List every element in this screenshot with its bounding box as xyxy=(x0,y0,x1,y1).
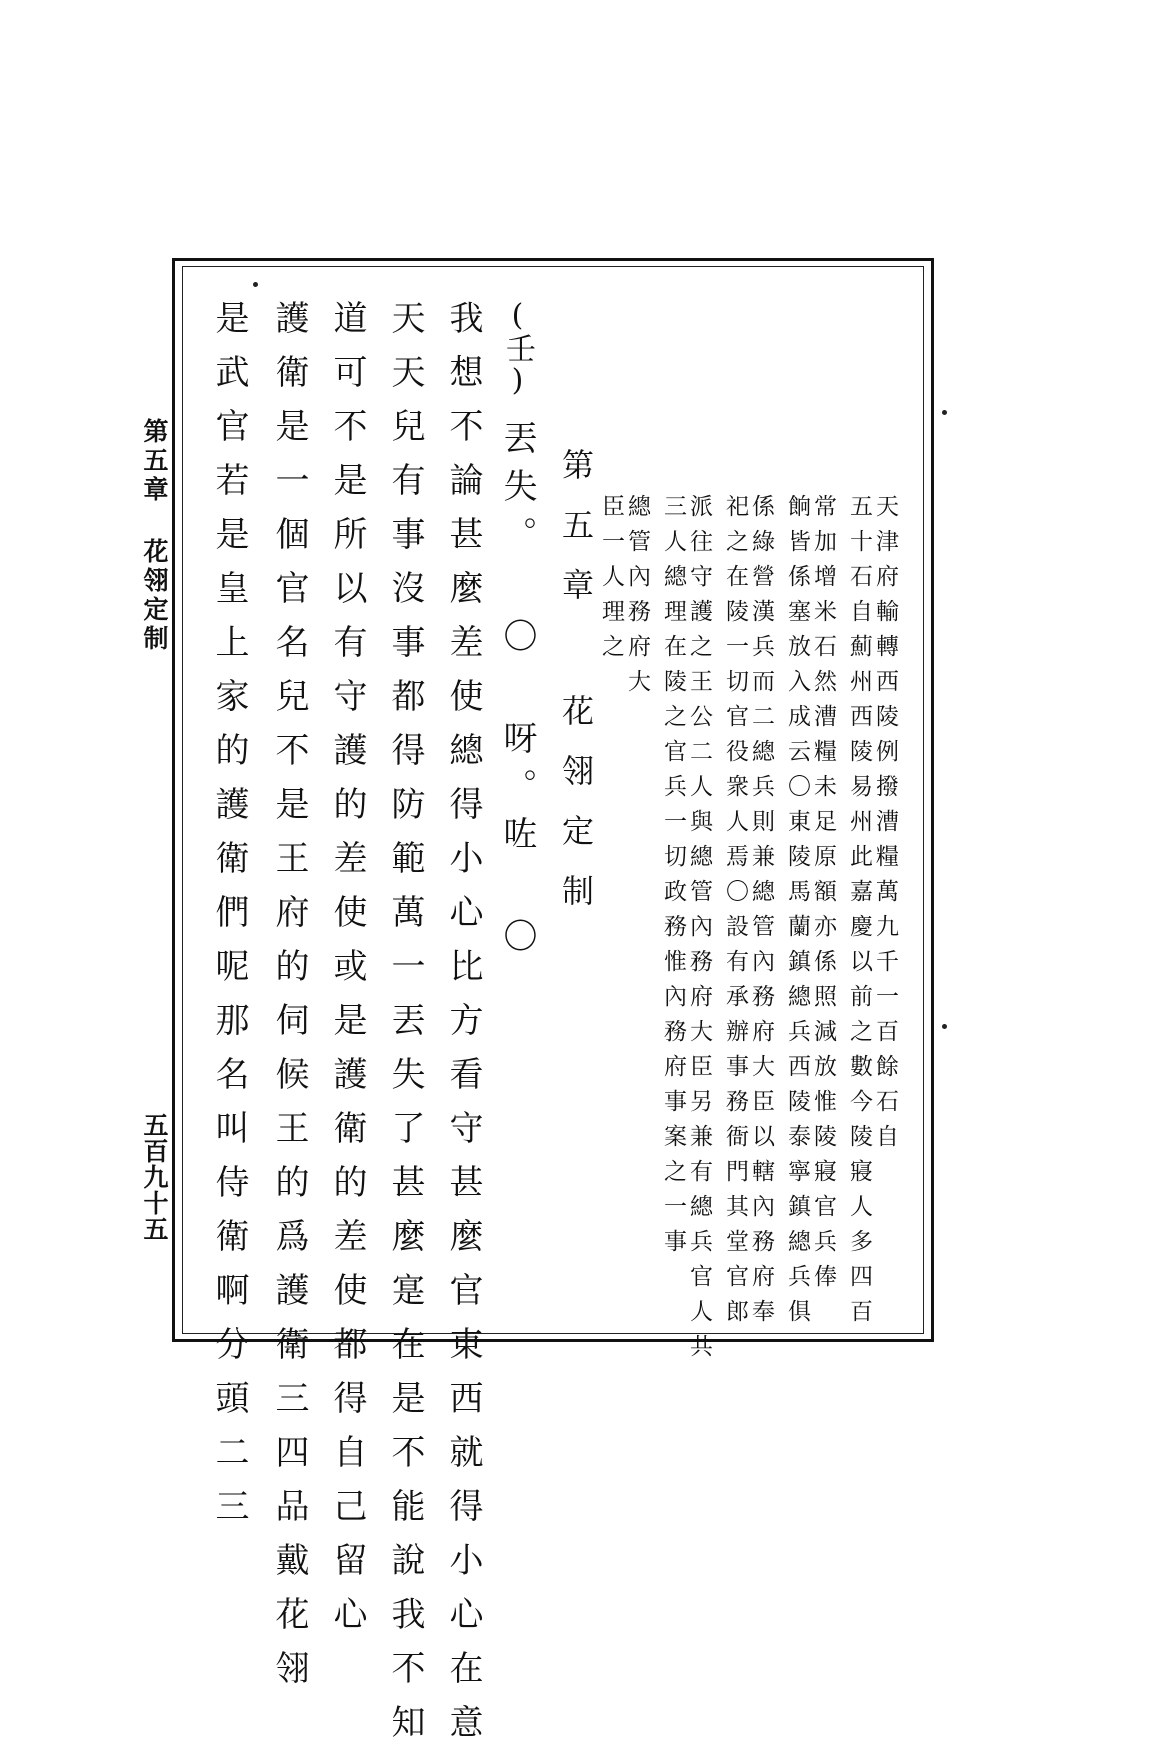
note-column: 祀之在陵一切官役衆人焉〇設有承辦事務衙門其堂官郎 xyxy=(722,494,748,1334)
lesson-number: (壬) xyxy=(500,298,535,398)
note-column: 係綠營漢兵而二總兵則兼總管內務府大臣以轄內務府奉 xyxy=(748,494,774,1334)
note-column: 五十石自薊州西陵易州此嘉慶以前之數今陵寢人多四百 xyxy=(846,494,872,1334)
note-column: 總管內務府大 xyxy=(624,494,650,704)
note-column: 三人總理在陵之官兵一切政務惟內務府事案之一事 xyxy=(660,494,686,1264)
note-column: 天津府輸轉西陵例撥漕糧萬九千一百餘石自 xyxy=(872,494,898,1159)
page-number: 五百九十五 xyxy=(140,1112,169,1242)
running-head: 第五章 花翎定制 xyxy=(140,418,169,654)
text-line: 天天兒有事沒事都得防範萬一丟失了甚麼寔在是不能說我不知 xyxy=(385,300,425,1758)
note-column: 派往守護之王公二人與總管內務府大臣另兼有總兵官人共 xyxy=(686,494,712,1369)
note-column: 餉皆係塞放入成云〇東陵馬蘭鎮總兵西陵泰寧鎮總兵俱 xyxy=(784,494,810,1334)
text-line: 是武官若是皇上家的護衛們呢那名叫侍衛啊分頭二三 xyxy=(209,300,249,1542)
text-line: 道可不是所以有守護的差使或是護衛的差使都得自己留心 xyxy=(327,300,367,1650)
scan-speck xyxy=(942,410,947,415)
note-column: 常加增米石然漕糧未足原額亦係照減放惟陵寢官兵俸 xyxy=(810,494,836,1299)
scan-speck xyxy=(942,1024,947,1029)
text-line: 我想不論甚麼差使總得小心比方看守甚麼官東西就得小心在意 xyxy=(443,300,483,1758)
note-column: 臣一人理之 xyxy=(598,494,624,669)
text-line: 護衛是一個官名兒不是王府的伺候王的爲護衛三四品戴花翎 xyxy=(269,300,309,1704)
vocab-line: 丟失。 〇 呀。咗 〇 xyxy=(497,420,537,966)
chapter-title: 第五章 花翎定制 xyxy=(557,448,595,934)
scan-speck xyxy=(253,282,258,287)
